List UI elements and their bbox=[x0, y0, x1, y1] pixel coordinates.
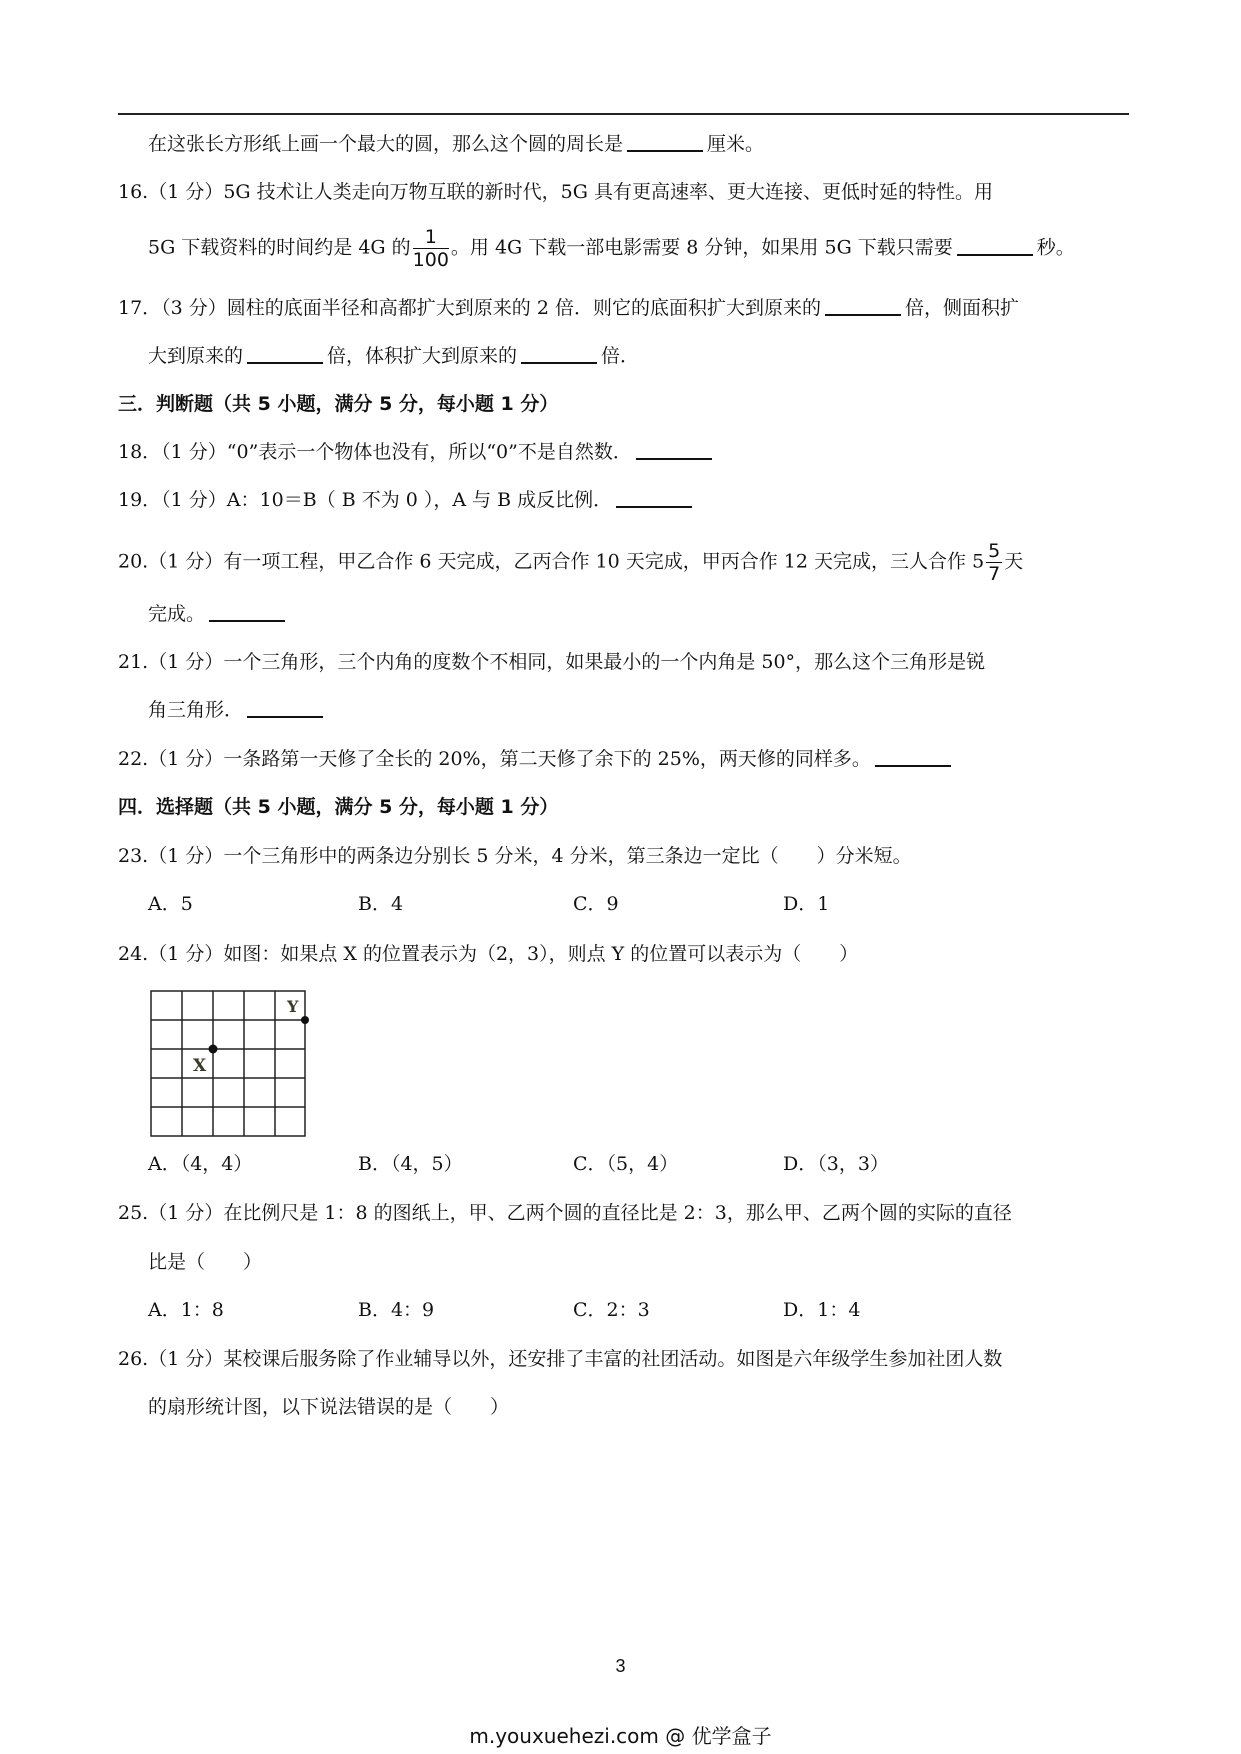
answer-blank[interactable] bbox=[875, 745, 951, 767]
q26-line-1: 26.（1 分）某校课后服务除了作业辅导以外，还安排了丰富的社团活动。如图是六年级学生参加社团人数 bbox=[118, 1348, 1003, 1370]
coordinate-grid-figure bbox=[150, 990, 310, 1140]
q24: 24.（1 分）如图：如果点 X 的位置表示为（2，3），则点 Y 的位置可以表示为（ ） bbox=[118, 943, 859, 965]
q16-line-1: 16.（1 分）5G 技术让人类走向万物互联的新时代，5G 具有更高速率、更大连接、更低时延的特性。用 bbox=[118, 181, 993, 203]
point-x bbox=[209, 1045, 218, 1054]
q26-line-2: 的扇形统计图，以下说法错误的是（ ） bbox=[148, 1396, 510, 1418]
q17-line-1: 17．（3 分）圆柱的底面半径和高都扩大到原来的 2 倍．则它的底面积扩大到原来的 倍，侧面积扩 bbox=[118, 294, 1019, 322]
q22: 22.（1 分）一条路第一天修了全长的 20%，第二天修了余下的 25%，两天修的同样多。 bbox=[118, 745, 955, 773]
option-c[interactable]: C．（5，4） bbox=[573, 1153, 679, 1175]
point-y bbox=[301, 1016, 309, 1024]
q20-line-1: 20.（1 分）有一项工程，甲乙合作 6 天完成，乙丙合作 10 天完成，甲丙合作 12 天完成，三人合作 5 $\frac{5}{7}$ 天 bbox=[118, 540, 1024, 585]
q20-line-2: 完成。 bbox=[148, 600, 289, 628]
label-x: X bbox=[193, 1056, 207, 1076]
section-judgement-title: 三．判断题（共 5 小题，满分 5 分，每小题 1 分） bbox=[118, 393, 559, 415]
option-d[interactable]: D．（3，3） bbox=[783, 1153, 889, 1175]
option-a[interactable]: A．（4，4） bbox=[148, 1153, 253, 1175]
option-b[interactable]: B．4 bbox=[358, 893, 404, 915]
option-c[interactable]: C．9 bbox=[573, 893, 619, 915]
q25-line-2: 比是（ ） bbox=[148, 1251, 263, 1273]
answer-blank[interactable] bbox=[209, 600, 285, 622]
option-a[interactable]: A．1：8 bbox=[148, 1299, 224, 1321]
option-a[interactable]: A．5 bbox=[148, 893, 193, 915]
q15-continuation: 在这张长方形纸上画一个最大的圆，那么这个圆的周长是 厘米。 bbox=[148, 130, 764, 158]
q19: 19．（1 分）A：10＝B（ B 不为 0 ），A 与 B 成反比例． bbox=[118, 486, 696, 514]
option-d[interactable]: D．1：4 bbox=[783, 1299, 861, 1321]
q21-line-1: 21.（1 分）一个三角形，三个内角的度数个不相同，如果最小的一个内角是 50°，那么这个三角形是锐 bbox=[118, 651, 986, 673]
label-y: Y bbox=[287, 997, 299, 1016]
q23: 23.（1 分）一个三角形中的两条边分别长 5 分米，4 分米，第三条边一定比（ ）分米短。 bbox=[118, 845, 912, 867]
option-b[interactable]: B．（4，5） bbox=[358, 1153, 463, 1175]
q25-line-1: 25.（1 分）在比例尺是 1：8 的图纸上，甲、乙两个圆的直径比是 2：3，那么甲、乙两个圆的实际的直径 bbox=[118, 1202, 1012, 1224]
answer-blank[interactable] bbox=[247, 696, 323, 718]
option-b[interactable]: B．4：9 bbox=[358, 1299, 435, 1321]
q18: 18．（1 分）“0”表示一个物体也没有，所以“0”不是自然数． bbox=[118, 438, 716, 466]
section-choice-title: 四．选择题（共 5 小题，满分 5 分，每小题 1 分） bbox=[118, 796, 559, 818]
answer-blank[interactable] bbox=[616, 486, 692, 508]
fraction-one-hundredth: $\frac{1}{100}$ bbox=[412, 226, 449, 271]
answer-blank[interactable] bbox=[627, 130, 703, 152]
q21-line-2: 角三角形． bbox=[148, 696, 327, 724]
footer-watermark: m.youxuehezi.com @ 优学盒子 bbox=[469, 1724, 772, 1748]
header-rule bbox=[118, 113, 1129, 115]
answer-blank[interactable] bbox=[636, 438, 712, 460]
page-number: 3 bbox=[615, 1656, 626, 1676]
q17-line-2: 大到原来的 倍，体积扩大到原来的 倍． bbox=[148, 342, 639, 370]
answer-blank[interactable] bbox=[957, 234, 1033, 256]
option-c[interactable]: C．2：3 bbox=[573, 1299, 650, 1321]
fraction-five-sevenths: $\frac{5}{7}$ bbox=[988, 540, 1001, 585]
option-d[interactable]: D．1 bbox=[783, 893, 830, 915]
answer-blank[interactable] bbox=[825, 294, 901, 316]
answer-blank[interactable] bbox=[521, 342, 597, 364]
answer-blank[interactable] bbox=[247, 342, 323, 364]
q16-line-2: 5G 下载资料的时间约是 4G 的 $\frac{1}{100}$ 。用 4G 下载一部电影需要 8 分钟，如果用 5G 下载只需要 秒。 bbox=[148, 226, 1075, 271]
